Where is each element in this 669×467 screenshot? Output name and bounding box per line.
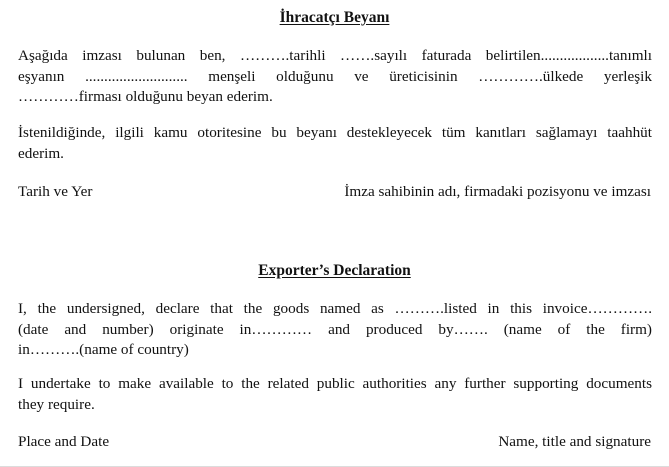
turkish-signature-label: İmza sahibinin adı, firmadaki pozisyonu ve imzası [344, 183, 651, 200]
turkish-title: İhracatçı Beyanı [279, 9, 390, 26]
english-declaration-paragraph [18, 299, 652, 361]
turkish-declaration-paragraph [18, 46, 652, 108]
english-title: Exporter’s Declaration [258, 262, 411, 279]
english-p1-line-1: I, the undersigned, declare that the goods named as ……….listed in this invoice…………. [18, 300, 652, 317]
turkish-place-date-label: Tarih ve Yer [18, 183, 93, 200]
turkish-p2-line-2: ederim. [18, 144, 64, 162]
english-p1-line-3: in……….(name of country) [18, 341, 189, 358]
english-p2-line-2: they require. [18, 395, 95, 413]
english-place-date-label: Place and Date [18, 433, 110, 450]
turkish-p2-line-1: İstenildiğinde, ilgili kamu otoritesine bu beyanı destekleyecek tüm kanıtları sağlamayı taahhüt [18, 124, 652, 141]
turkish-p1-line-3: …………firması olduğunu beyan ederim. [18, 88, 273, 105]
english-undertaking-paragraph [18, 374, 652, 415]
turkish-p1-line-2: eşyanın ........................... menşeli olduğunu ve üreticisinin ………….ülkede yerleşik [18, 67, 652, 85]
english-p2-line-1: I undertake to make available to the related public authorities any further supporting documents [18, 375, 652, 392]
english-signature-label: Name, title and signature [498, 433, 651, 450]
turkish-undertaking-paragraph [18, 123, 652, 164]
turkish-p1-line-1: Aşağıda imzası bulunan ben, ……….tarihli …….sayılı faturada belirtilen..................tanımlı [18, 47, 652, 64]
english-p1-line-2: (date and number) originate in………… and produced by……. (name of the firm) [18, 320, 652, 338]
